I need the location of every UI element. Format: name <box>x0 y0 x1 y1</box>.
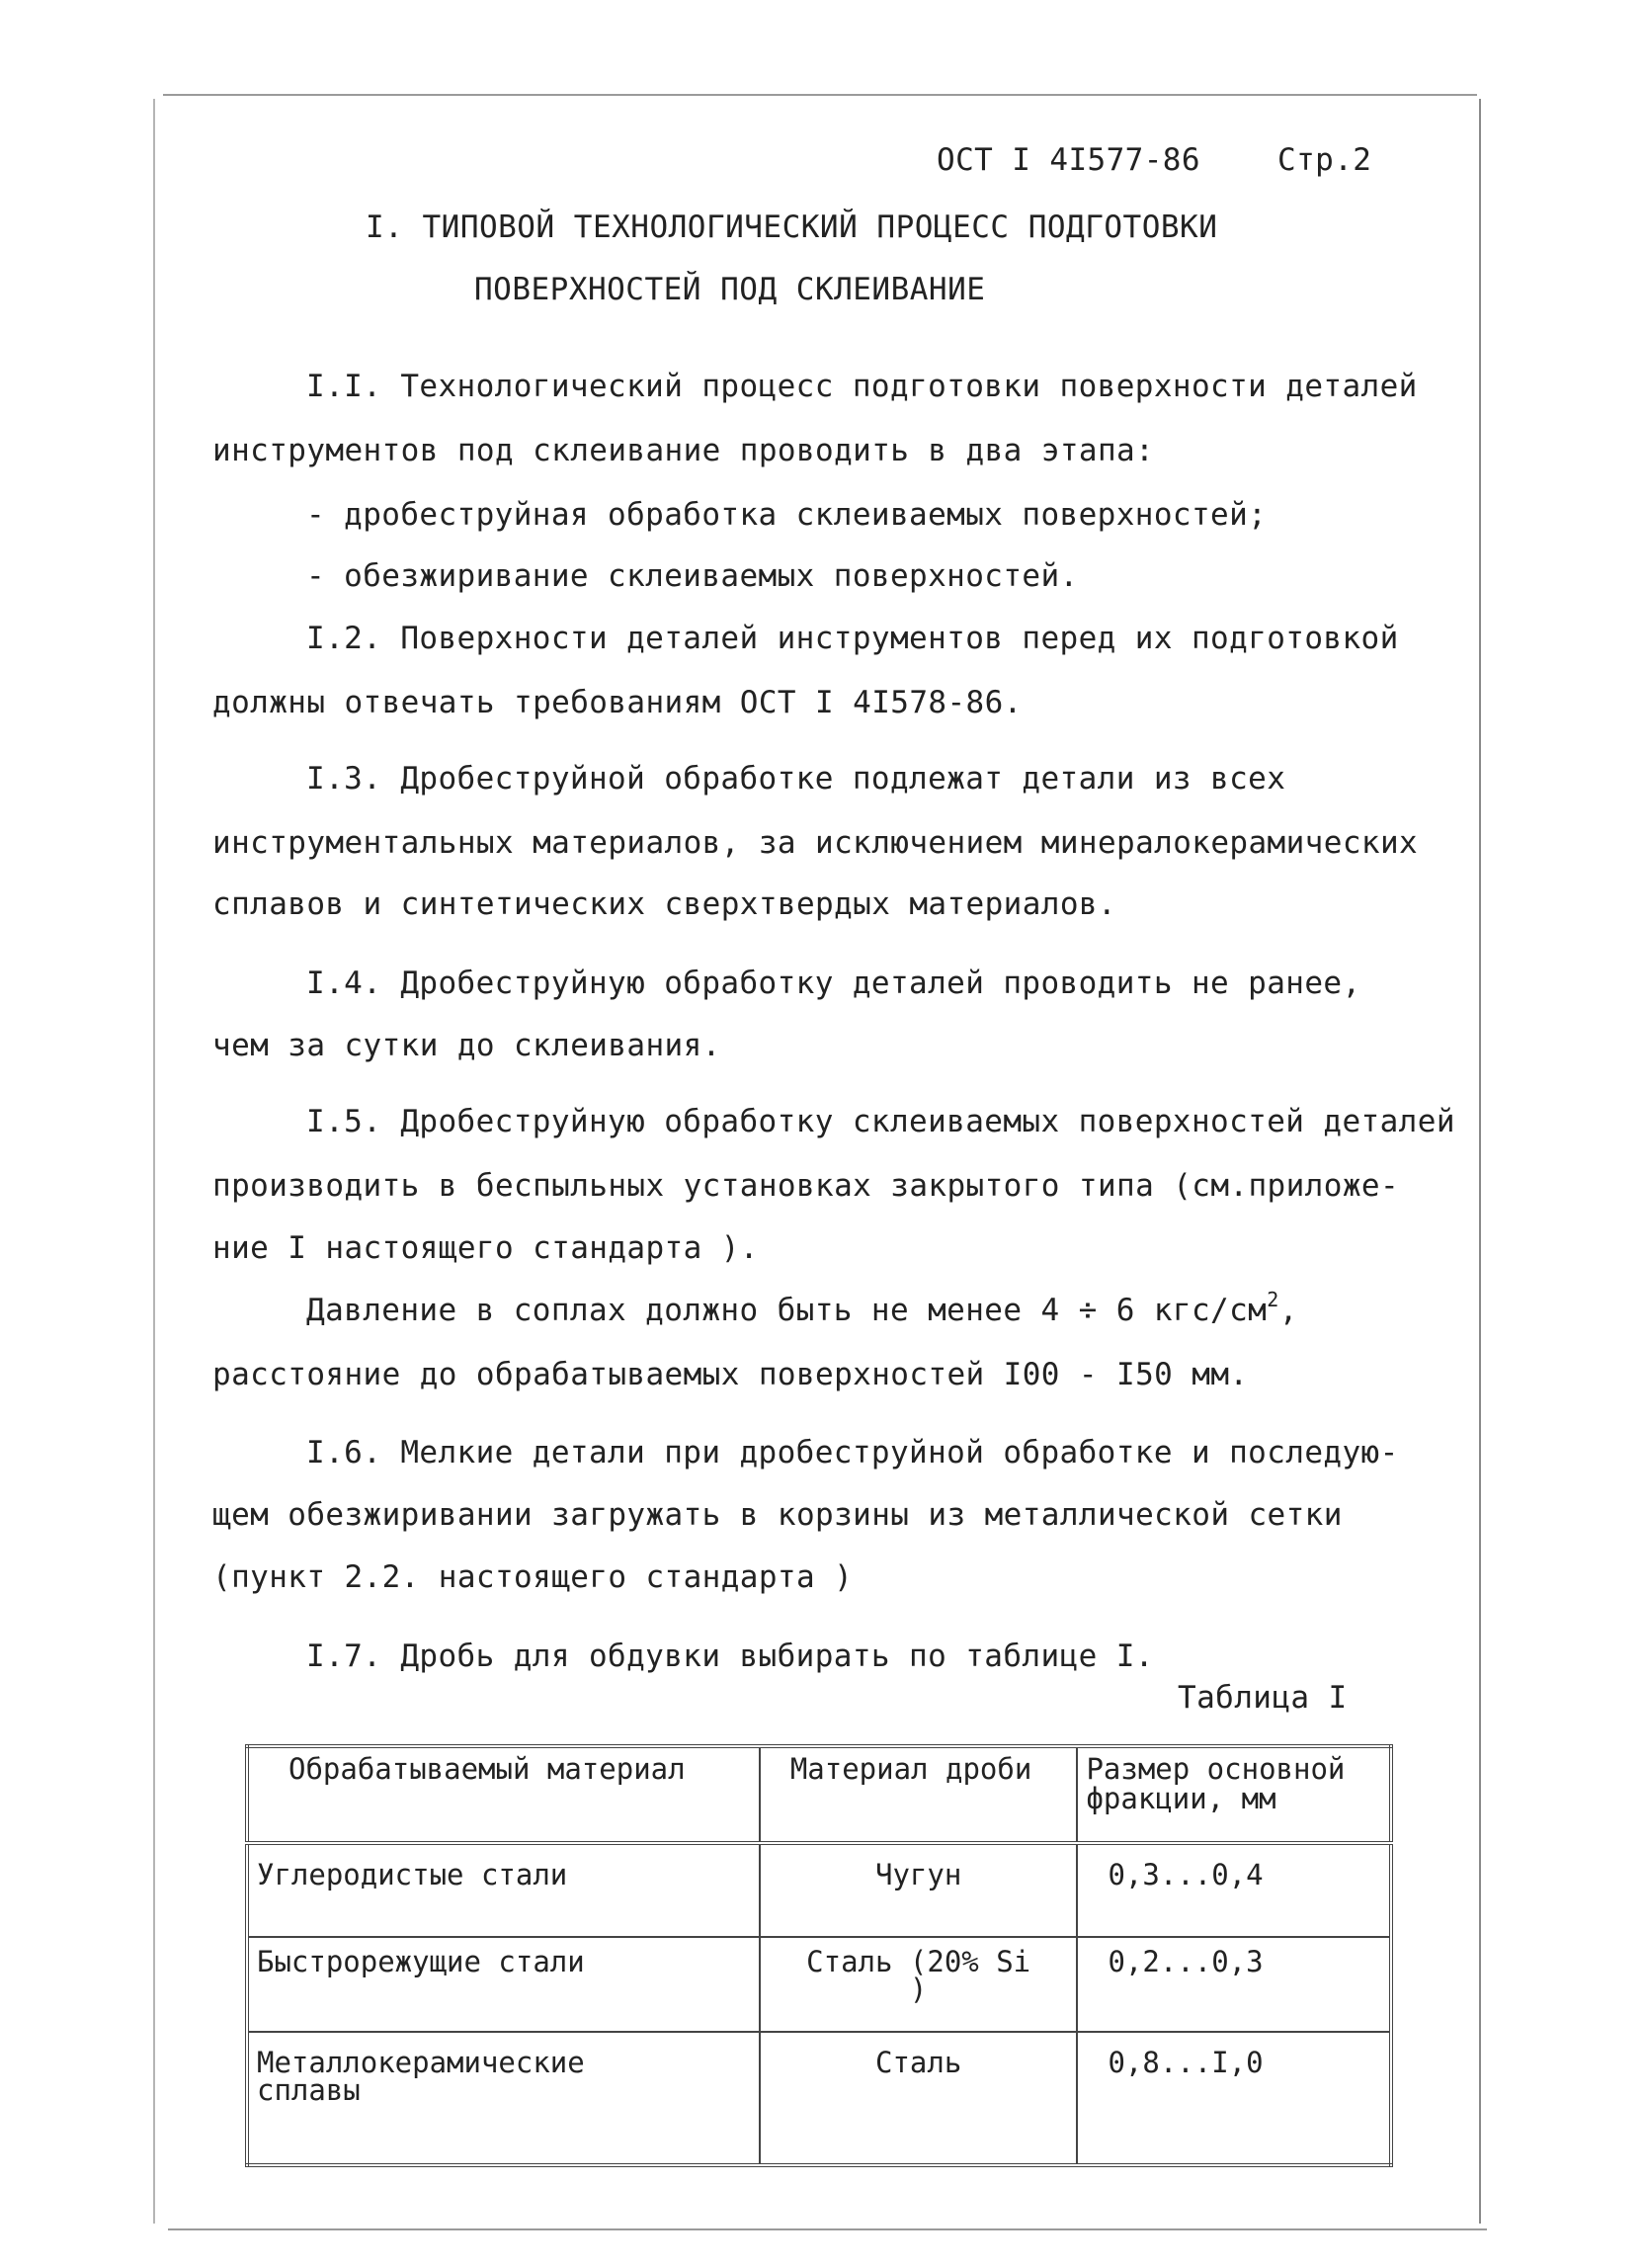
table-cell: Углеродистые стали <box>247 1843 760 1937</box>
paragraph-line: I.2. Поверхности деталей инструментов перед их подготовкой <box>306 621 1399 656</box>
page-frame-bottom-border <box>168 2228 1487 2230</box>
page-number: Стр.2 <box>1277 142 1372 178</box>
table-cell: 0,8...I,0 <box>1077 2032 1391 2165</box>
paragraph-line: (пункт 2.2. настоящего стандарта ) <box>212 1559 854 1595</box>
table-cell: 0,2...0,3 <box>1077 1937 1391 2032</box>
paragraph-line: I.4. Дробеструйную обработку деталей проводить не ранее, <box>306 966 1361 1001</box>
paragraph-line: инструментальных материалов, за исключением минералокерамических <box>212 825 1419 861</box>
document-code: ОСТ I 4I577-86 <box>937 142 1200 178</box>
paragraph-line: I.3. Дробеструйной обработке подлежат детали из всех <box>306 761 1286 797</box>
paragraph-line: расстояние до обрабатываемых поверхностей I00 - I50 мм. <box>212 1357 1249 1392</box>
page-frame-top-border <box>163 94 1477 96</box>
table-cell: Быстрорежущие стали <box>247 1937 760 2032</box>
table-cell: Сталь (20% Si ) <box>760 1937 1078 2032</box>
list-item: - дробеструйная обработка склеиваемых поверхностей; <box>306 497 1268 533</box>
table-cell: 0,3...0,4 <box>1077 1843 1391 1937</box>
table-cell: Металлокерамические сплавы <box>247 2032 760 2165</box>
paragraph-line: сплавов и синтетических сверхтвердых материалов. <box>212 886 1117 922</box>
list-item: - обезжиривание склеиваемых поверхностей. <box>306 558 1079 594</box>
paragraph-line <box>306 1288 1298 1328</box>
pressure-comma: , <box>1278 1293 1298 1328</box>
page-frame-right-border <box>1479 99 1481 2224</box>
paragraph-line: чем за сутки до склеивания. <box>212 1028 721 1063</box>
paragraph-line: должны отвечать требованиям ОСТ I 4I578-86. <box>212 685 1023 720</box>
table-cell: Чугун <box>760 1843 1078 1937</box>
section-title-line-1: I. ТИПОВОЙ ТЕХНОЛОГИЧЕСКИЙ ПРОЦЕСС ПОДГОТОВКИ <box>366 210 1218 245</box>
paragraph-line: производить в беспыльных установках закрытого типа (см.приложе- <box>212 1168 1400 1204</box>
column-header: Обрабатываемый материал <box>247 1746 760 1843</box>
superscript: 2 <box>1267 1288 1279 1311</box>
table-row <box>247 1937 1391 2032</box>
section-title-line-2: ПОВЕРХНОСТЕЙ ПОД СКЛЕИВАНИЕ <box>474 272 986 307</box>
column-header: Материал дроби <box>760 1746 1078 1843</box>
paragraph-line: I.I. Технологический процесс подготовки поверхности деталей <box>306 369 1418 404</box>
shot-selection-table <box>245 1744 1393 2167</box>
table-row <box>247 2032 1391 2165</box>
page-frame-left-border <box>153 99 155 2224</box>
paragraph-line: щем обезжиривании загружать в корзины из металлической сетки <box>212 1497 1343 1533</box>
paragraph-line: I.5. Дробеструйную обработку склеиваемых поверхностей деталей <box>306 1104 1455 1139</box>
pressure-text: Давление в соплах должно быть не менее 4 ÷ 6 кгс/см <box>306 1293 1268 1328</box>
paragraph-line: инструментов под склеивание проводить в два этапа: <box>212 433 1155 468</box>
paragraph-line: I.6. Мелкие детали при дробеструйной обработке и последую- <box>306 1435 1399 1470</box>
table-caption: Таблица I <box>1178 1680 1348 1716</box>
table-row <box>247 1843 1391 1937</box>
table-cell: Сталь <box>760 2032 1078 2165</box>
paragraph-line: ние I настоящего стандарта ). <box>212 1230 759 1266</box>
table-header-row <box>247 1746 1391 1843</box>
paragraph-line: I.7. Дробь для обдувки выбирать по таблице I. <box>306 1638 1154 1674</box>
column-header: Размер основной фракции, мм <box>1077 1746 1391 1843</box>
